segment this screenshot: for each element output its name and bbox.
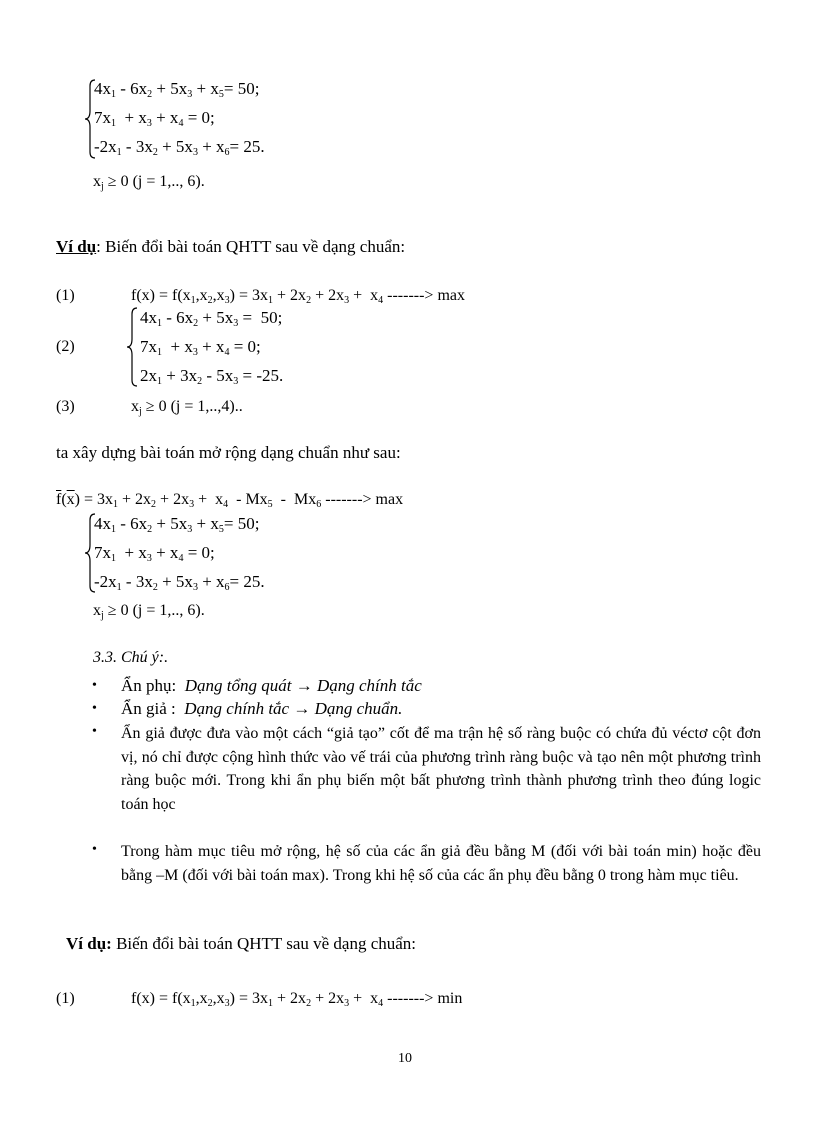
equation-row: $7x_1 + x_3 + x_4 = 0$; <box>94 108 215 129</box>
note-title: 3.3. Chú ý:. <box>93 649 169 666</box>
construct-text: ta xây dựng bài toán mở rộng dạng chuẩn như sau: <box>56 443 401 462</box>
note-paragraph: Trong hàm mục tiêu mở rộng, hệ số của các ẩn giả đều bằng M (đối với bài toán min) hoặc đều bằng –M (đối với bài toán max). Trong khi hệ số của các ẩn phụ đều bằng 0 trong hàm mục tiêu. <box>121 843 761 884</box>
objective-function: $f(x) = f(x_1,x_2,x_3) = 3x_1 + 2x_2 + 2x_3 + x_4$ -------> min <box>131 990 463 1009</box>
note-bullet: Ẩn giả : Dạng chính tắc → Dạng chuẩn. <box>121 699 403 718</box>
equation-row: $-2x_1 - 3x_2 + 5x_3 + x_6= 25$. <box>94 137 265 158</box>
equation-row: $4x_1 - 6x_2 + 5x_3 + x_5= 50$; <box>94 79 260 100</box>
equation-label: (3) <box>56 398 75 415</box>
equation-row: $7x_1 + x_3 + x_4 = 0$; <box>94 543 215 564</box>
bullet-icon: • <box>92 724 97 739</box>
nonnegativity-constraint: $x_j \ge 0$ (j = 1,.., 6). <box>93 602 205 621</box>
bullet-icon: • <box>92 842 97 857</box>
equation-row: $7x_1 + x_3 + x_4 = 0$; <box>140 337 261 358</box>
equation-row: $-2x_1 - 3x_2 + 5x_3 + x_6= 25$. <box>94 572 265 593</box>
example-heading: Ví dụ: Biến đổi bài toán QHTT sau về dạng chuẩn: <box>56 237 406 256</box>
equation-row: $4x_1 - 6x_2 + 5x_3 = 50$; <box>140 308 283 329</box>
example-heading: Ví dụ: Biến đổi bài toán QHTT sau về dạng chuẩn: <box>66 934 417 953</box>
equation-label: (1) <box>56 287 75 304</box>
extended-objective: $\overline{f}(\overline{x}) = 3x_1 + 2x_2 + 2x_3 + x_4 - Mx_5 - Mx_6$ -------> max <box>56 491 404 510</box>
bullet-icon: • <box>92 678 97 693</box>
nonnegativity-constraint: $x_j \ge 0$ (j = 1,.., 6). <box>93 173 205 192</box>
brace-icon <box>126 306 138 388</box>
note-bullet: Ẩn phụ: Dạng tổng quát → Dạng chính tắc <box>121 676 422 695</box>
note-paragraph: Ẩn giả được đưa vào một cách “giả tạo” cốt để ma trận hệ số ràng buộc có chứa đủ véctơ cột đơn vị, nó chỉ được cộng hình thức vào vế trái của phương trình ràng buộc và tạo nên một phương trình ràng buộc mới. Trong khi ẩn phụ biến một bất phương trình thành phương trình theo đúng logic toán học <box>121 725 761 813</box>
nonnegativity-constraint: $x_j \ge 0$ (j = 1,..,4).. <box>131 398 243 417</box>
page-number: 10 <box>398 1051 412 1066</box>
equation-label: (1) <box>56 990 75 1007</box>
equation-row: $4x_1 - 6x_2 + 5x_3 + x_5= 50$; <box>94 514 260 535</box>
equation-label: (2) <box>56 338 75 355</box>
equation-row: $2x_1 + 3x_2 - 5x_3 = -25$. <box>140 366 284 387</box>
bullet-icon: • <box>92 701 97 716</box>
objective-function: $f(x) = f(x_1,x_2,x_3) = 3x_1 + 2x_2 + 2x_3 + x_4$ -------> max <box>131 287 465 306</box>
